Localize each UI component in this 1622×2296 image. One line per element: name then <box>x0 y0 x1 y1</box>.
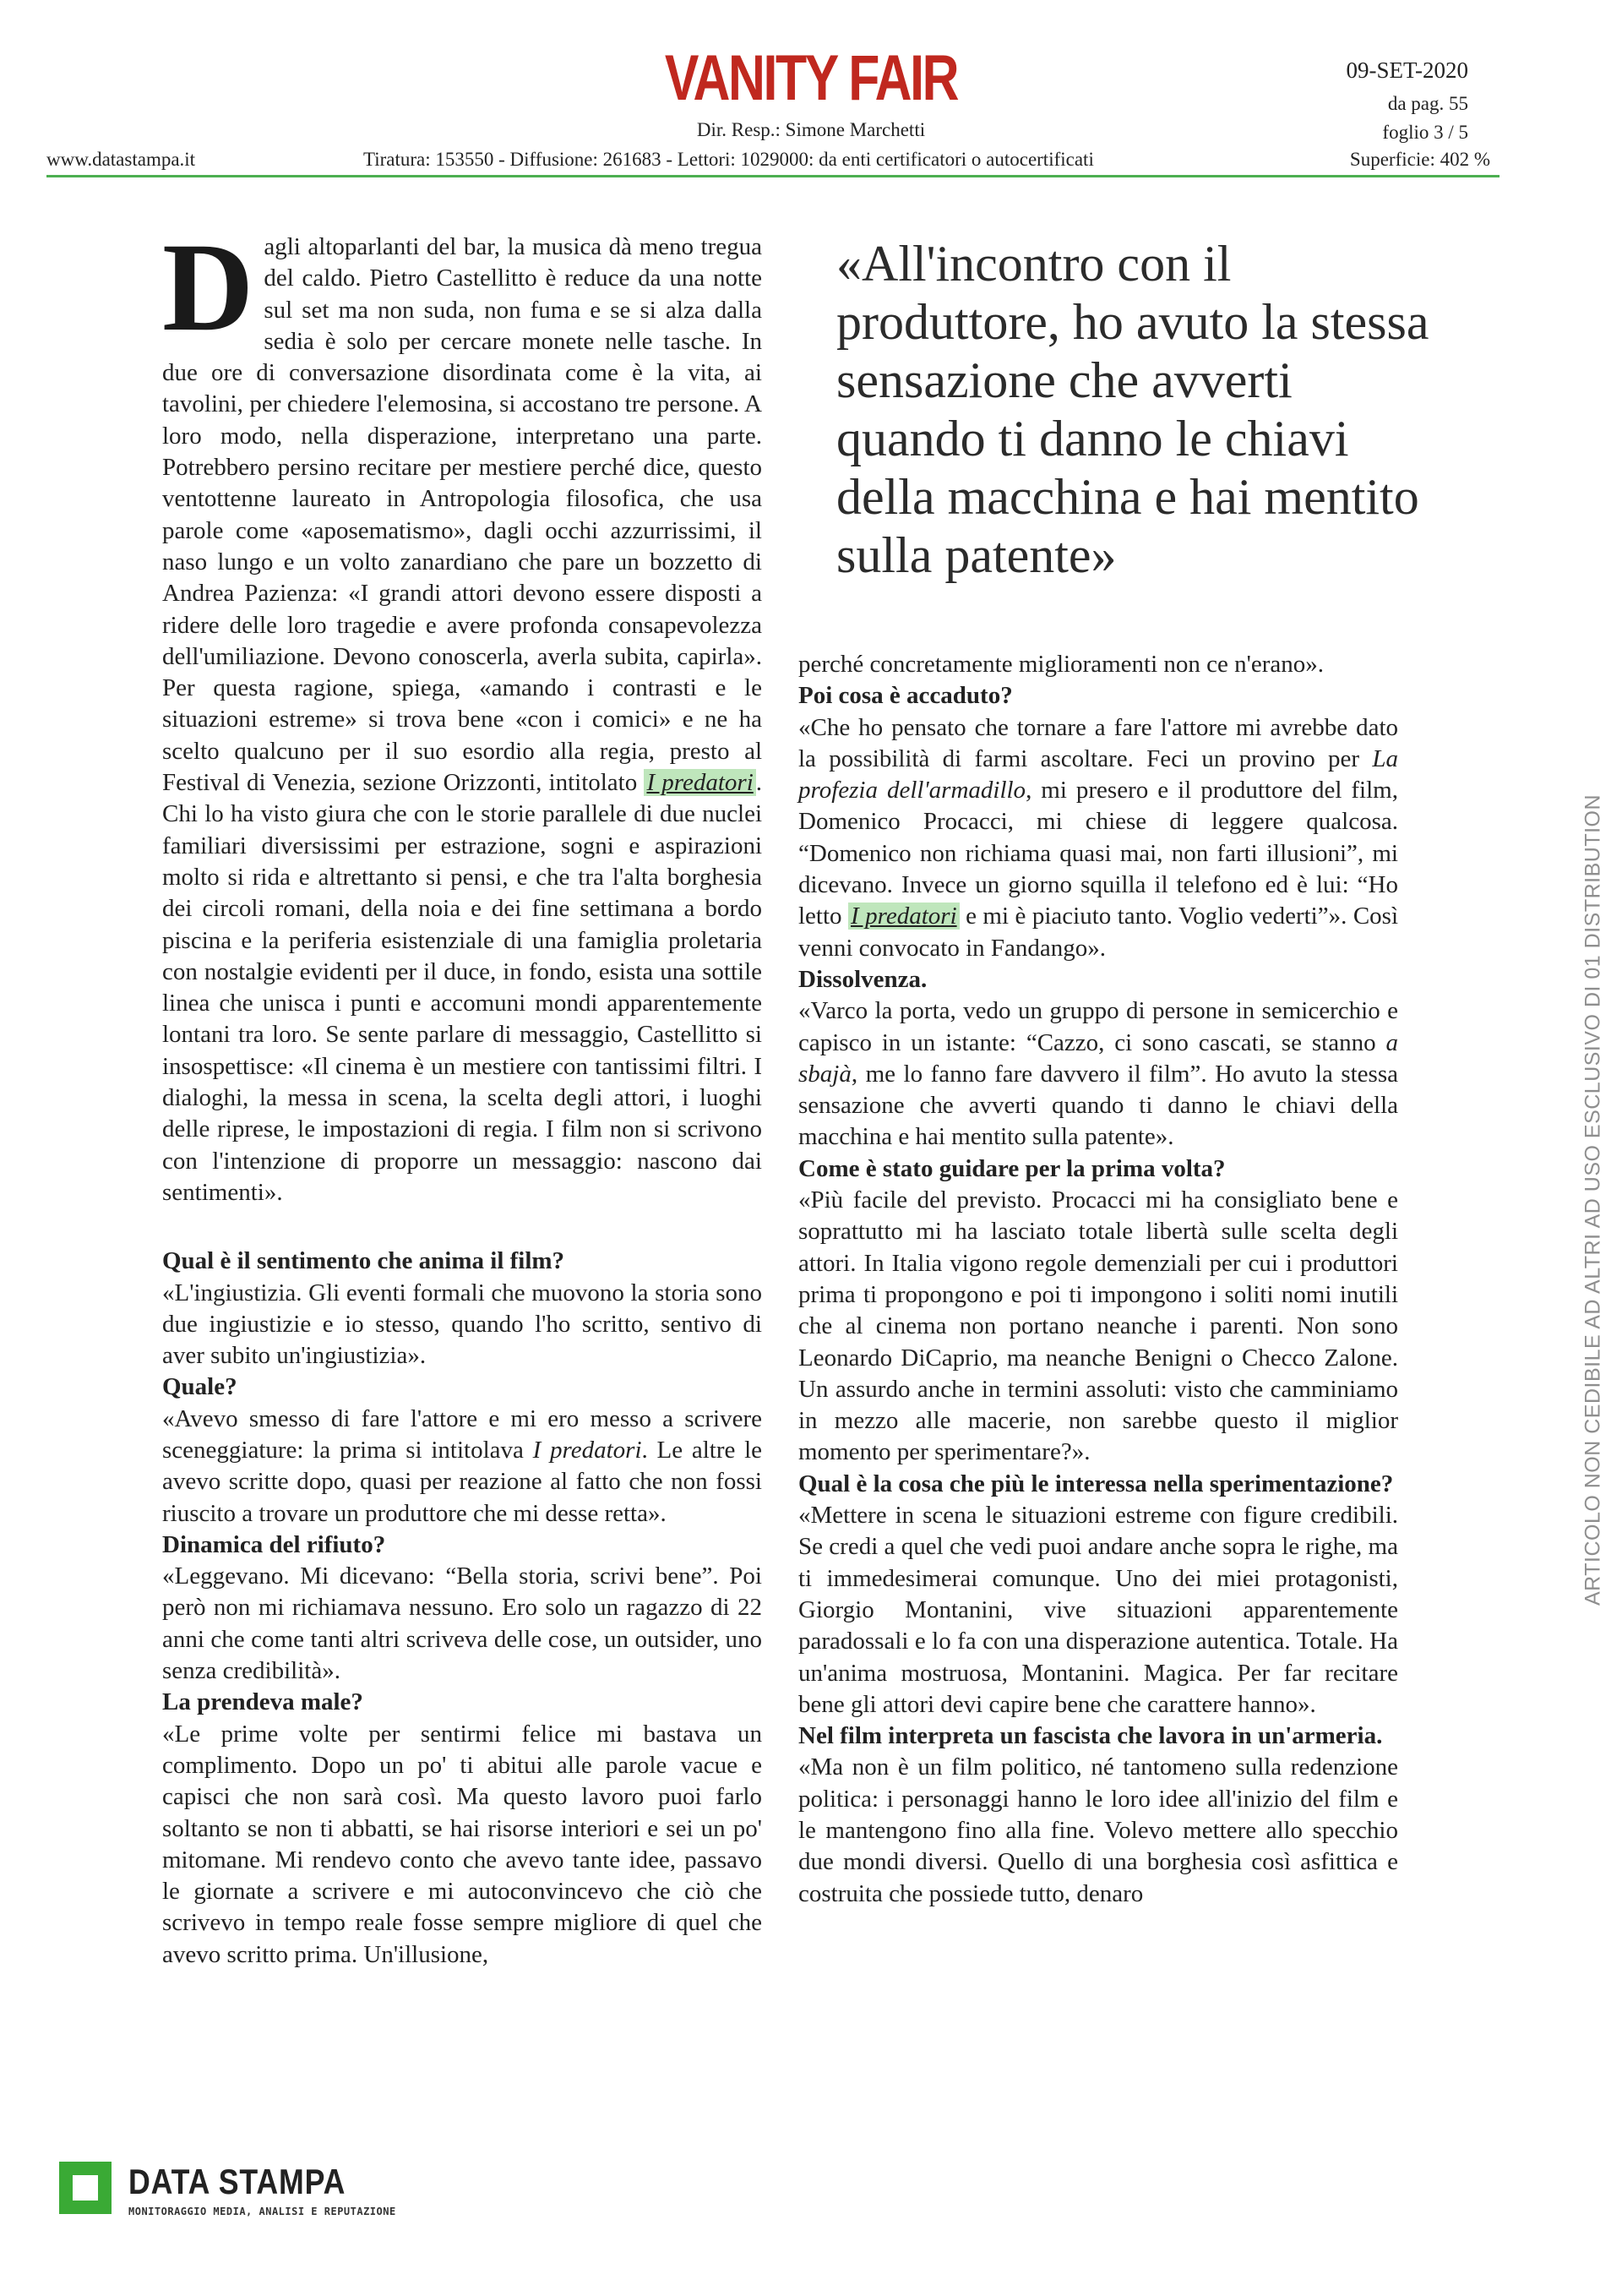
website-link[interactable]: www.datastampa.it <box>46 149 196 170</box>
article-right-column <box>798 649 1398 1910</box>
header-rule <box>46 175 1500 177</box>
question-heading: Poi cosa è accaduto? <box>798 682 1013 710</box>
drop-cap: D <box>162 217 254 357</box>
issue-date: 09-SET-2020 <box>1346 57 1468 83</box>
page-reference: da pag. 55 <box>1387 93 1468 114</box>
surface-percentage: Superficie: 402 % <box>1349 149 1490 170</box>
masthead-logo: VANITY FAIR <box>664 42 958 114</box>
question-heading: Come è stato guidare per la prima volta? <box>798 1154 1226 1182</box>
answer-paragraph: «Ma non è un film politico, né tantomeno sulla redenzione politica: i personaggi hanno le loro idee all'inizio del film e le mantengono fino alla fine. Volevo mettere allo specchio due mondi diversi. Quello di una borghesia così asfittica e costruita che possiede tutto, denaro <box>798 1753 1398 1907</box>
answer-paragraph: «Leggevano. Mi dicevano: “Bella storia, scrivi bene”. Poi però non mi richiamava nessuno. Ero solo un ragazzo di 22 anni che come tanti altri scriveva delle cose, un outsider, uno senza credibilità». <box>162 1562 762 1685</box>
answer-paragraph: «Avevo smesso di fare l'attore e mi ero messo a scrivere sceneggiature: la prima si intitolava I predatori. Le altre le avevo scritte dopo, quasi per reazione al fatto che non fossi riuscito a trovare un produttore che mi desse retta». <box>162 1404 763 1527</box>
datastampa-tagline: MONITORAGGIO MEDIA, ANALISI E REPUTAZIONE <box>128 2206 396 2217</box>
question-heading: Nel film interpreta un fascista che lavora in un'armeria. <box>798 1722 1383 1750</box>
answer-paragraph: perché concretamente miglioramenti non ce n'erano». <box>798 651 1324 678</box>
answer-paragraph: «Più facile del previsto. Procacci mi ha consigliato bene e soprattutto mi ha lasciato totale libertà sulle scelta degli attori. In Italia vigono regole demenziali per cui i produttori prima ti propongono e poi ti impongono i soliti nomi inutili che al cinema non portano neanche i parenti. Non sono Leonardo DiCaprio, ma neanche Benigni o Checco Zalone. Un assurdo anche in termini assoluti: visto che camminiamo in mezzo alle macerie, non sarebbe questo il miglior momento per sperimentare?». <box>798 1186 1398 1466</box>
question-heading: Qual è il sentimento che anima il film? <box>162 1247 565 1275</box>
question-heading: Dissolvenza. <box>798 965 928 993</box>
answer-paragraph: «Mettere in scena le situazioni estreme con figure credibili. Se credi a quel che vedi puoi andare anche sopra le righe, ma ti immedesimerai comunque. Uno dei miei protagonisti, Giorgio Montanini, vive situazioni apparentemente paradossali e lo fa con una disperazione autentica. Totale. Ha un'anima mostruosa, Montanini. Magica. Per far recitare bene gli attori devi capire bene che carattere hanno». <box>798 1502 1398 1718</box>
answer-paragraph: «Le prime volte per sentirmi felice mi bastava un complimento. Dopo un po' ti abitui alle parole vacue e capisci che non sarà così. Ma questo lavoro puoi farlo soltanto se non ti abbatti, se hai risorse interiori e sei un po' mitomane. Mi rendevo conto che avevo tante idee, passavo le giornate a scrivere e mi autoconvincevo che ciò che scrivevo in tempo reale fosse sempre migliore di quel che avevo scritto prima. Un'illusione, <box>162 1720 762 1968</box>
circulation-line: Tiratura: 153550 - Diffusione: 261683 - Lettori: 1029000: da enti certificatori o autocertificati <box>363 149 1094 170</box>
film-title-highlight: I predatori <box>644 769 755 796</box>
answer-paragraph: «Varco la porta, vedo un gruppo di persone in semicerchio e capisco in un istante: “Cazzo, ci sono cascati, se stanno a sbajà, me lo fanno fare davvero il film”. Ho avuto la stessa sensazione che avverti quando ti danno le chiavi della macchina e hai mentito sulla patente». <box>798 997 1399 1151</box>
film-title-highlight: I predatori <box>848 903 960 930</box>
question-heading: Qual è la cosa che più le interessa nella sperimentazione? <box>798 1470 1394 1497</box>
question-heading: La prendeva male? <box>162 1688 363 1716</box>
answer-paragraph: «L'ingiustizia. Gli eventi formali che muovono la storia sono due ingiustizie e io stesso, quando l'ho scritto, sentivo di aver subito un'ingiustizia». <box>162 1279 762 1370</box>
question-heading: Quale? <box>162 1373 237 1401</box>
lead-paragraph: Dagli altoparlanti del bar, la musica dà meno tregua del caldo. Pietro Castellitto è reduce da una notte sul set ma non suda, non fuma e se si alza dalla sedia è solo per cercare monete nelle tasche. In due ore di conversazione disordinata come è la vita, ai tavolini, per chiedere l'elemosina, si accostano tre persone. A loro modo, nella disperazione, interpretano una parte. Potrebbero persino recitare per mestiere perché dice, questo ventottenne laureato in Antropologia filosofica, che usa parole come «aposematismo», dagli occhi azzurrissimi, il naso lungo e un volto zanardiano che pare un bozzetto di Andrea Pazienza: «I grandi attori devono essere disposti a ridere delle loro tragedie e avere profonda consapevolezza dell'umiliazione. Devono conoscerla, averla subita, capirla». Per questa ragione, spiega, «amando i contrasti e le situazioni estreme» si trova bene «con i comici» e ne ha scelto qualcuno per il suo esordio alla regia, presto al Festival di Venezia, sezione Orizzonti, intitolato I predatori . Chi lo ha visto giura che con le storie parallele di due nuclei familiari diversissimi per estrazione, sogni e aspirazioni molto si rida e altrettanto si pensi, e che tra l'alta borghesia dei circoli romani, della noia e dei fine settimana a bordo piscina e la periferia esistenziale di una famiglia proletaria con nostalgie evidenti per il duce, in fondo, esista una sottile linea che unisca i punti e accomuni mondi apparentemente lontani tra loro. Se sente parlare di messaggio, Castellitto si insospettisce: «Il cinema è un mestiere con tantissimi filtri. I dialoghi, la messa in scena, la scelta degli attori, i luoghi delle riprese, le impostazioni di regia. I film non si scrivono con l'intenzione di proporre un messaggio: nascono dai sentimenti». <box>162 217 763 1206</box>
answer-paragraph: «Che ho pensato che tornare a fare l'attore mi avrebbe dato la possibilità di farmi ascoltare. Feci un provino per La profezia dell'armadillo, mi presero e il produttore del film, Domenico Procacci, mi chiese di leggere qualcosa. “Domenico non richiama quasi mai, non farti illusioni”, mi dicevano. Invece un giorno squilla il telefono ed è lui: “Ho letto I predatori e mi è piaciuto tanto. Voglio vederti”». Così venni convocato in Fandango». <box>798 713 1398 962</box>
sheet-number: foglio 3 / 5 <box>1382 122 1468 143</box>
article-left-column <box>162 217 763 1971</box>
question-heading: Dinamica del rifiuto? <box>162 1530 386 1558</box>
datastampa-logo-text: DATA STAMPA <box>128 2162 346 2201</box>
datastampa-logo-inner <box>73 2175 98 2201</box>
pull-quote: «All'incontro con il produttore, ho avuto la stessa sensazione che avverti quando ti danno le chiavi della macchina e hai mentito sulla patente» <box>836 236 1429 583</box>
director-line: Dir. Resp.: Simone Marchetti <box>696 119 926 140</box>
